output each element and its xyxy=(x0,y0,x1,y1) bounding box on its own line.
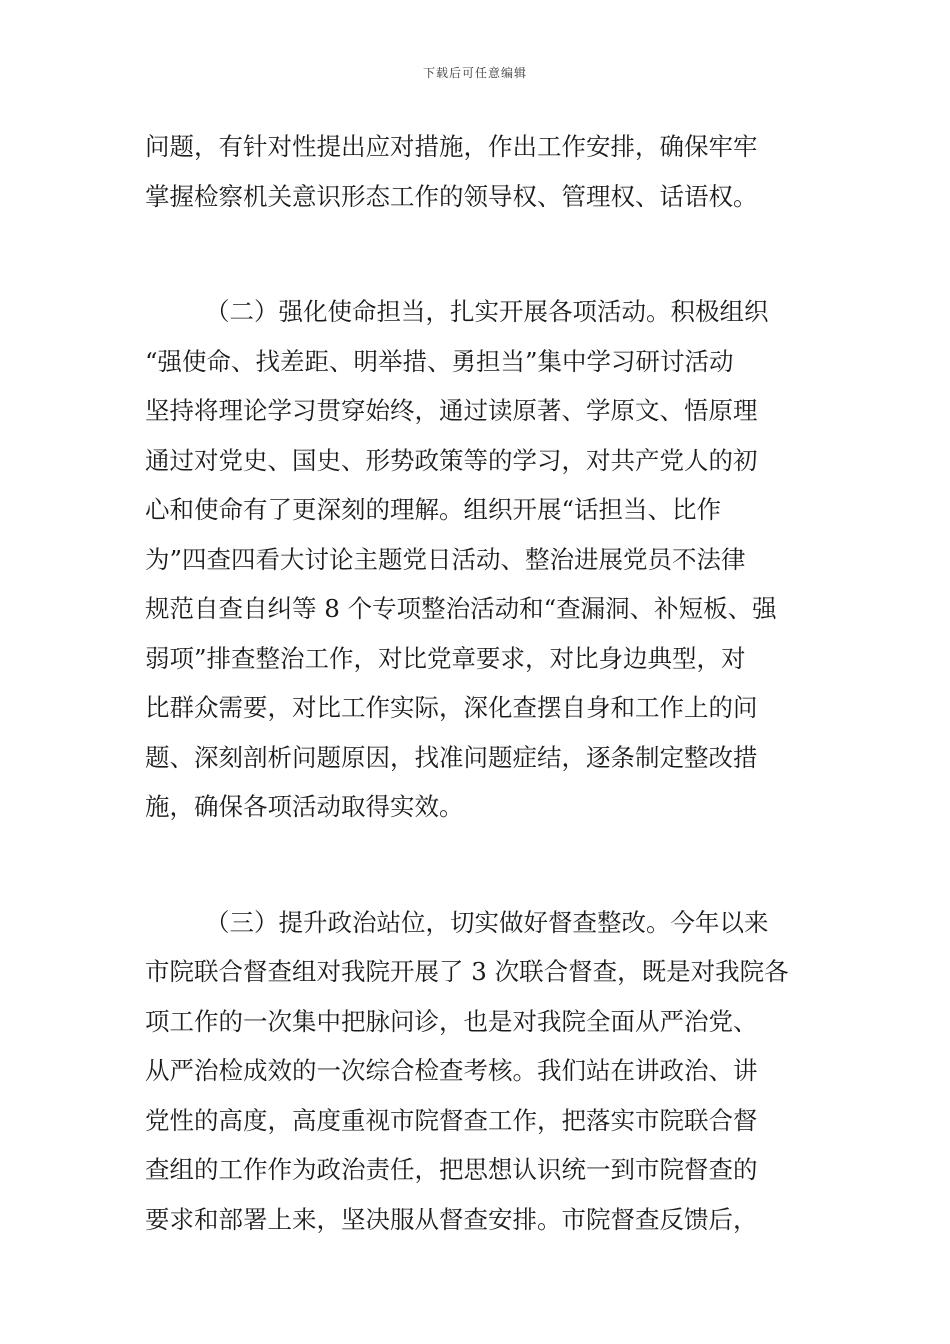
paragraph-1 xyxy=(145,122,810,221)
text-line: 项工作的一次集中把脉问诊，也是对我院全面从严治党、 xyxy=(145,1006,758,1036)
text-line: （三）提升政治站位，切实做好督查整改。今年以来 xyxy=(205,907,769,937)
text-line: 施，确保各项活动取得实效。 xyxy=(145,792,464,821)
paragraph-gap xyxy=(145,221,810,287)
text-line: 掌握检察机关意识形态工作的领导权、管理权、话语权。 xyxy=(145,181,758,211)
text-line: 要求和部署上来，坚决服从督查安排。市院督查反馈后， xyxy=(145,1204,758,1234)
text-line: 弱项”排查整治工作，对比党章要求，对比身边典型，对 xyxy=(145,643,746,673)
paragraph-2 xyxy=(145,287,810,832)
page-header: 下载后可任意编辑 xyxy=(422,66,527,80)
text-line: 规范自查自纠等 8 个专项整治活动和“查漏洞、补短板、强 xyxy=(145,594,777,623)
text-line: 题、深刻剖析问题原因，找准问题症结，逐条制定整改措 xyxy=(145,742,758,772)
text-line: 坚持将理论学习贯穿始终，通过读原著、学原文、悟原理 xyxy=(145,396,758,425)
text-line: 问题，有针对性提出应对措施，作出工作安排，确保牢牢 xyxy=(145,132,758,161)
paragraph-gap xyxy=(145,832,810,898)
text-line: 从严治检成效的一次综合检查考核。我们站在讲政治、讲 xyxy=(145,1056,758,1085)
text-line: 党性的高度，高度重视市院督查工作，把落实市院联合督 xyxy=(145,1105,758,1135)
text-line: 为”四查四看大讨论主题党日活动、整治进展党员不法律 xyxy=(145,544,746,574)
paragraph-3 xyxy=(145,898,810,1245)
text-line: （二）强化使命担当，扎实开展各项活动。积极组织 xyxy=(205,297,769,326)
text-line: 比群众需要，对比工作实际，深化查摆自身和工作上的问 xyxy=(145,693,758,722)
text-line: 通过对党史、国史、形势政策等的学习，对共产党人的初 xyxy=(145,445,758,475)
text-line: 心和使命有了更深刻的理解。组织开展“话担当、比作 xyxy=(145,495,722,524)
text-line: 查组的工作作为政治责任，把思想认识统一到市院督查的 xyxy=(145,1155,758,1184)
text-line: “强使命、找差距、明举措、勇担当”集中学习研讨活动 xyxy=(145,346,734,376)
text-line: 市院联合督查组对我院开展了 3 次联合督查，既是对我院各 xyxy=(145,957,789,986)
document-body xyxy=(145,122,810,1244)
